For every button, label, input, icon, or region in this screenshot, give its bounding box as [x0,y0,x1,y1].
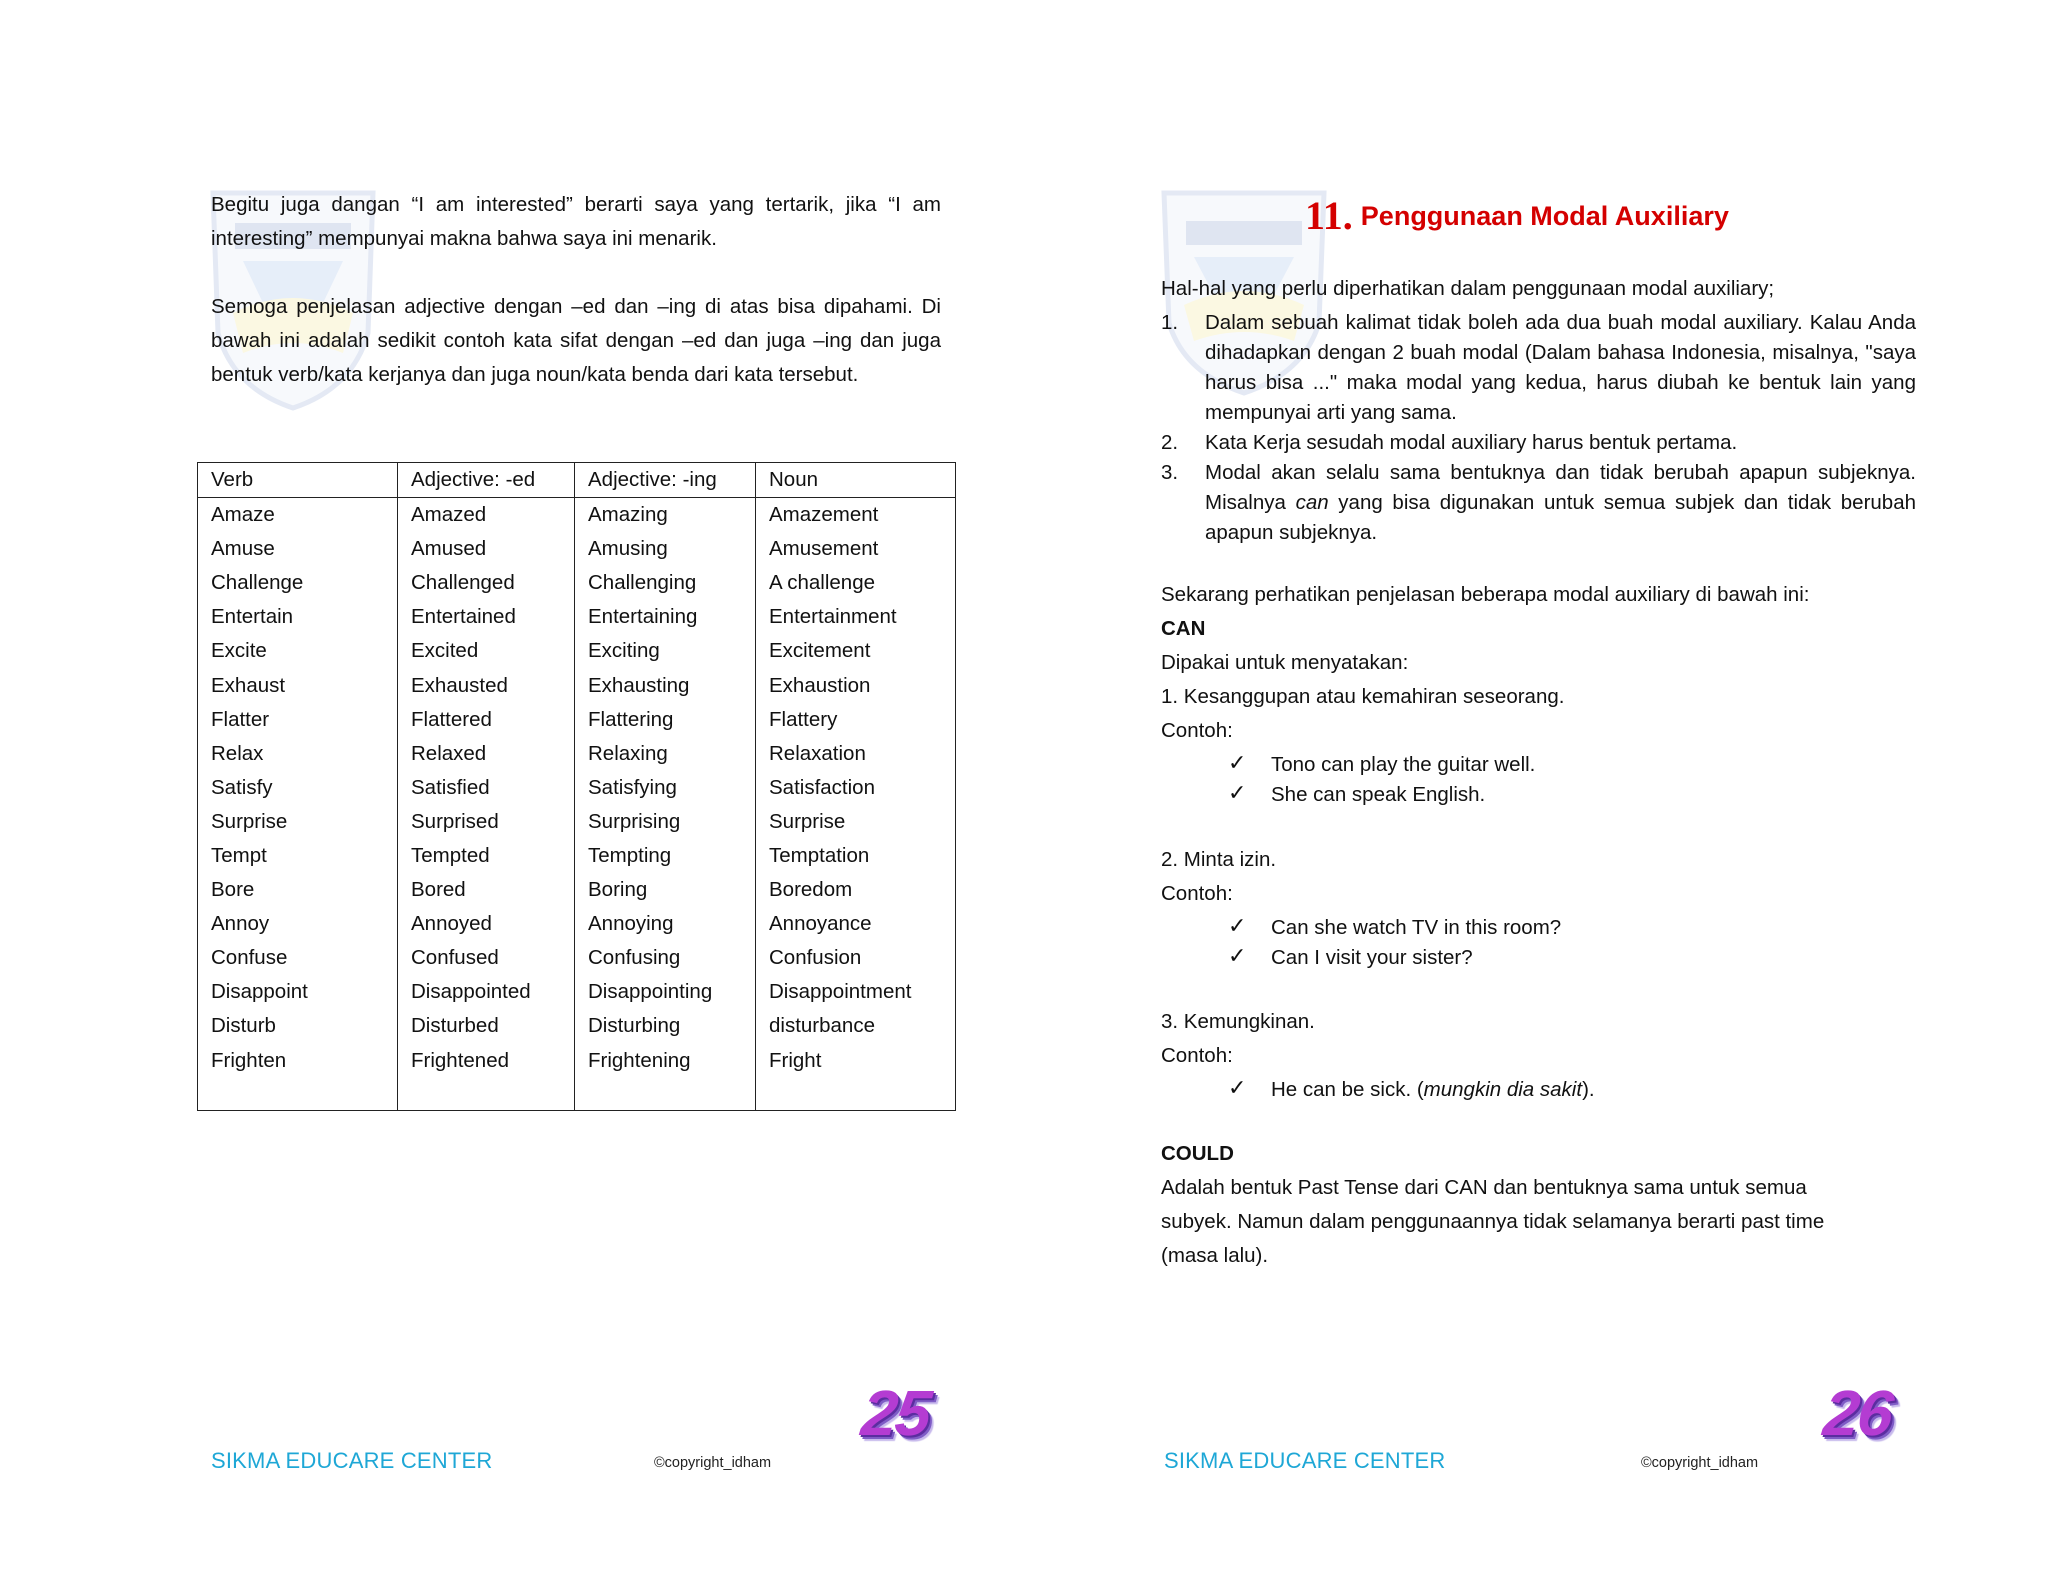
page-number: 26 [1820,1377,1895,1449]
cell-verb: Challenge [198,566,398,600]
cell-adjective-ed: Bored [398,873,575,907]
intro-text [211,188,941,392]
column-header-verb: Verb [198,463,398,498]
cell-adjective-ing: Entertaining [575,600,756,634]
cell-adjective-ing: Relaxing [575,737,756,771]
rules-list [1161,308,1916,548]
column-header-adjective-ing: Adjective: -ing [575,463,756,498]
cell-noun: Exhaustion [756,668,956,702]
list-item [1161,308,1916,428]
cell-verb: Confuse [198,941,398,975]
cell-noun: Fright [756,1044,956,1078]
cell-adjective-ing: Annoying [575,907,756,941]
cell-adjective-ed: Confused [398,941,575,975]
page-26 [1024,0,2048,1582]
intro-line: Hal-hal yang perlu diperhatikan dalam penggunaan modal auxiliary; [1161,277,1775,300]
example-text: He can be sick. ( [1271,1078,1424,1101]
cell-adjective-ing: Surprising [575,805,756,839]
table-row [198,805,956,839]
cell-adjective-ed: Challenged [398,566,575,600]
cell-noun: Disappointment [756,975,956,1009]
checkmark-icon: ✓ [1228,943,1247,968]
table-row [198,873,956,907]
table-row [198,737,956,771]
cell-noun: Surprise [756,805,956,839]
table-empty-row [198,1078,956,1111]
list-item [1228,750,1535,780]
intro-paragraph: Begitu juga dangan “I am interested” berarti saya yang tertarik, jika “I am interesting” mempunyai makna bahwa saya ini menarik. [211,193,941,250]
cell-verb: Tempt [198,839,398,873]
checkmark-icon: ✓ [1228,750,1247,775]
example-label: Contoh: [1161,719,1233,742]
cell-adjective-ing: Frightening [575,1044,756,1078]
rule-text: Modal akan selalu sama bentuknya dan tidak berubah apapun subjeknya. Misalnya [1205,461,1916,514]
example-translation: mungkin dia sakit [1423,1078,1583,1101]
example-text: Can she watch TV in this room? [1271,916,1562,939]
cell-verb: Excite [198,634,398,668]
cell-noun: Excitement [756,634,956,668]
use-title: 3. Kemungkinan. [1161,1010,1315,1033]
cell-noun: Confusion [756,941,956,975]
section-heading [1305,192,1729,239]
cell-verb: Satisfy [198,771,398,805]
list-item [1228,943,1561,973]
list-number: 2. [1161,431,1179,454]
empty-cell [398,1078,575,1111]
cell-noun: Entertainment [756,600,956,634]
cell-noun: Temptation [756,839,956,873]
rule-text-emphasis: can [1295,491,1329,514]
table-row [198,907,956,941]
cell-verb: Entertain [198,600,398,634]
cell-verb: Bore [198,873,398,907]
cell-verb: Flatter [198,703,398,737]
cell-adjective-ed: Exhausted [398,668,575,702]
page-number: 25 [858,1377,933,1449]
cell-verb: Amaze [198,498,398,533]
checkmark-icon: ✓ [1228,1075,1247,1100]
cell-noun: Amazement [756,498,956,533]
column-header-noun: Noun [756,463,956,498]
cell-adjective-ed: Amazed [398,498,575,533]
table-row [198,498,956,533]
table-row [198,600,956,634]
could-text-line: (masa lalu). [1161,1244,1269,1267]
cell-adjective-ed: Disappointed [398,975,575,1009]
example-list [1228,750,1535,810]
cell-verb: Annoy [198,907,398,941]
lead-in-line: Sekarang perhatikan penjelasan beberapa modal auxiliary di bawah ini: [1161,583,1810,606]
list-item [1228,1075,1595,1105]
cell-adjective-ed: Excited [398,634,575,668]
table-row [198,1044,956,1078]
example-list [1228,1075,1595,1105]
table-row [198,532,956,566]
cell-verb: Amuse [198,532,398,566]
empty-cell [756,1078,956,1111]
empty-cell [198,1078,398,1111]
example-list [1228,913,1561,973]
example-label: Contoh: [1161,1044,1233,1067]
cell-verb: Frighten [198,1044,398,1078]
footer-copyright: ©copyright_idham [654,1455,772,1471]
list-item [1228,780,1535,810]
list-item [1161,458,1916,548]
cell-adjective-ed: Tempted [398,839,575,873]
cell-adjective-ing: Exciting [575,634,756,668]
rule-text: Kata Kerja sesudah modal auxiliary harus bentuk pertama. [1205,431,1738,454]
cell-adjective-ing: Amusing [575,532,756,566]
example-label: Contoh: [1161,882,1233,905]
table-row [198,941,956,975]
can-usage-label: Dipakai untuk menyatakan: [1161,651,1409,674]
cell-verb: Surprise [198,805,398,839]
use-title: 2. Minta izin. [1161,848,1277,871]
table-row [198,566,956,600]
section-number: 11. [1305,193,1353,238]
cell-noun: A challenge [756,566,956,600]
footer-brand: SIKMA EDUCARE CENTER [211,1448,493,1473]
table-row [198,703,956,737]
cell-verb: Disturb [198,1009,398,1043]
checkmark-icon: ✓ [1228,780,1247,805]
cell-verb: Relax [198,737,398,771]
cell-noun: Flattery [756,703,956,737]
table-row [198,1009,956,1043]
cell-adjective-ing: Satisfying [575,771,756,805]
cell-adjective-ed: Amused [398,532,575,566]
use-title: 1. Kesanggupan atau kemahiran seseorang. [1161,685,1565,708]
cell-noun: Boredom [756,873,956,907]
example-text: Can I visit your sister? [1271,946,1473,969]
cell-verb: Exhaust [198,668,398,702]
footer-brand: SIKMA EDUCARE CENTER [1164,1448,1446,1473]
cell-adjective-ed: Disturbed [398,1009,575,1043]
table-row [198,668,956,702]
example-text: ). [1582,1078,1595,1101]
cell-noun: Satisfaction [756,771,956,805]
cell-adjective-ed: Annoyed [398,907,575,941]
cell-adjective-ing: Amazing [575,498,756,533]
intro-paragraph: Semoga penjelasan adjective dengan –ed dan –ing di atas bisa dipahami. Di bawah ini adalah sedikit contoh kata sifat dengan –ed dan juga –ing dan juga bentuk verb/kata kerjanya dan juga noun/kata benda dari kata tersebut. [211,295,941,386]
cell-adjective-ing: Flattering [575,703,756,737]
cell-noun: Amusement [756,532,956,566]
table-row [198,975,956,1009]
cell-adjective-ed: Satisfied [398,771,575,805]
cell-adjective-ed: Relaxed [398,737,575,771]
list-number: 1. [1161,311,1179,334]
cell-adjective-ing: Boring [575,873,756,907]
cell-noun: disturbance [756,1009,956,1043]
cell-adjective-ing: Tempting [575,839,756,873]
empty-cell [575,1078,756,1111]
could-text-line: subyek. Namun dalam penggunaannya tidak selamanya berarti past time [1161,1210,1825,1233]
rule-text: yang bisa digunakan untuk semua subjek dan tidak berubah apapun subjeknya. [1205,491,1916,544]
section-title: Penggunaan Modal Auxiliary [1360,201,1729,231]
checkmark-icon: ✓ [1228,913,1247,938]
cell-adjective-ing: Confusing [575,941,756,975]
rule-text: Dalam sebuah kalimat tidak boleh ada dua buah modal auxiliary. Kalau Anda dihadapkan dengan 2 buah modal (Dalam bahasa Indonesia, misalnya, "saya harus bisa ..." maka modal yang kedua, harus diubah ke bentuk lain yang mempunyai arti yang sama. [1205,311,1916,424]
word-forms-table [197,462,956,1111]
list-number: 3. [1161,461,1179,484]
list-item [1228,913,1561,943]
cell-noun: Annoyance [756,907,956,941]
cell-noun: Relaxation [756,737,956,771]
cell-adjective-ed: Surprised [398,805,575,839]
cell-adjective-ed: Flattered [398,703,575,737]
cell-adjective-ing: Disappointing [575,975,756,1009]
cell-adjective-ed: Frightened [398,1044,575,1078]
footer-copyright: ©copyright_idham [1641,1455,1759,1471]
cell-adjective-ing: Exhausting [575,668,756,702]
can-heading: CAN [1161,617,1206,640]
example-text: Tono can play the guitar well. [1271,753,1536,776]
cell-adjective-ing: Challenging [575,566,756,600]
could-text-line: Adalah bentuk Past Tense dari CAN dan bentuknya sama untuk semua [1161,1176,1807,1199]
cell-adjective-ed: Entertained [398,600,575,634]
list-item [1161,428,1916,458]
could-heading: COULD [1161,1142,1234,1165]
table-header-row [198,463,956,498]
table-row [198,771,956,805]
cell-adjective-ing: Disturbing [575,1009,756,1043]
cell-verb: Disappoint [198,975,398,1009]
column-header-adjective-ed: Adjective: -ed [398,463,575,498]
table-row [198,634,956,668]
example-text: She can speak English. [1271,783,1486,806]
table-row [198,839,956,873]
